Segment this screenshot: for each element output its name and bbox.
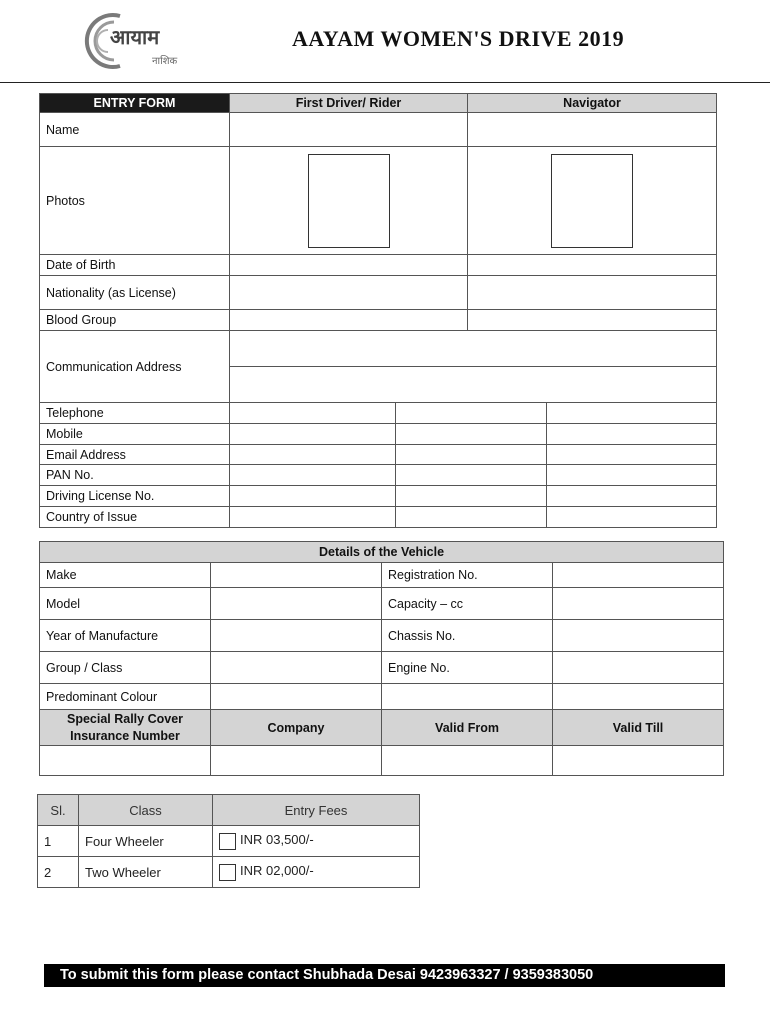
chassis-field[interactable]: [553, 620, 724, 652]
valid-from-header: Valid From: [382, 710, 553, 746]
svg-text:नाशिक: नाशिक: [152, 56, 178, 67]
entry-fees-header: Entry Fees: [213, 795, 420, 826]
colour-extra-field-1[interactable]: [382, 684, 553, 710]
engine-label: Engine No.: [382, 652, 553, 684]
email-field-3[interactable]: [547, 445, 716, 464]
four-wheeler-checkbox[interactable]: [219, 833, 236, 850]
mobile-split-cell: [396, 424, 717, 445]
license-field-3[interactable]: [547, 486, 716, 506]
nationality-label: Nationality (as License): [40, 276, 230, 310]
model-label: Model: [40, 588, 211, 620]
class-header: Class: [79, 795, 213, 826]
fee-row-class: Four Wheeler: [79, 826, 213, 857]
sl-header: Sl.: [38, 795, 79, 826]
telephone-field-3[interactable]: [547, 403, 716, 423]
mobile-field-1[interactable]: [230, 424, 396, 445]
valid-till-header: Valid Till: [553, 710, 724, 746]
insurance-number-field[interactable]: [40, 746, 211, 776]
navigator-photo-cell: [468, 147, 717, 255]
colour-field[interactable]: [211, 684, 382, 710]
company-field[interactable]: [211, 746, 382, 776]
license-field-2[interactable]: [396, 486, 547, 506]
navigator-nationality-field[interactable]: [468, 276, 717, 310]
mobile-field-3[interactable]: [547, 424, 716, 444]
driver-photo-box[interactable]: [308, 154, 390, 248]
first-driver-header: First Driver/ Rider: [230, 94, 468, 113]
license-field-1[interactable]: [230, 486, 396, 507]
driver-name-field[interactable]: [230, 113, 468, 147]
license-label: Driving License No.: [40, 486, 230, 507]
model-field[interactable]: [211, 588, 382, 620]
valid-from-field[interactable]: [382, 746, 553, 776]
group-label: Group / Class: [40, 652, 211, 684]
driver-dob-field[interactable]: [230, 255, 468, 276]
telephone-field-2[interactable]: [396, 403, 547, 423]
group-field[interactable]: [211, 652, 382, 684]
navigator-header: Navigator: [468, 94, 717, 113]
submission-contact-banner: To submit this form please contact Shubhada Desai 9423963327 / 9359383050: [44, 964, 725, 987]
year-label: Year of Manufacture: [40, 620, 211, 652]
vehicle-details-table: [39, 541, 724, 776]
make-label: Make: [40, 563, 211, 588]
address-label: Communication Address: [40, 331, 230, 403]
photos-label: Photos: [40, 147, 230, 255]
telephone-field-1[interactable]: [230, 403, 396, 424]
year-field[interactable]: [211, 620, 382, 652]
navigator-photo-box[interactable]: [551, 154, 633, 248]
pan-label: PAN No.: [40, 465, 230, 486]
capacity-label: Capacity – cc: [382, 588, 553, 620]
pan-split-cell: [396, 465, 717, 486]
pan-field-2[interactable]: [396, 465, 547, 485]
country-split-cell: [396, 507, 717, 528]
two-wheeler-checkbox[interactable]: [219, 864, 236, 881]
telephone-split-cell: [396, 403, 717, 424]
dob-label: Date of Birth: [40, 255, 230, 276]
fee-row-sl: 2: [38, 857, 79, 888]
pan-field-3[interactable]: [547, 465, 716, 485]
table-row: [38, 857, 420, 888]
svg-text:आयाम: आयाम: [110, 25, 160, 49]
company-header: Company: [211, 710, 382, 746]
country-label: Country of Issue: [40, 507, 230, 528]
country-field-2[interactable]: [396, 507, 547, 527]
capacity-field[interactable]: [553, 588, 724, 620]
valid-till-field[interactable]: [553, 746, 724, 776]
email-field-2[interactable]: [396, 445, 547, 464]
license-split-cell: [396, 486, 717, 507]
entry-form-header: ENTRY FORM: [40, 94, 230, 113]
engine-field[interactable]: [553, 652, 724, 684]
driver-blood-group-field[interactable]: [230, 310, 468, 331]
driver-photo-cell: [230, 147, 468, 255]
country-field-1[interactable]: [230, 507, 396, 528]
navigator-blood-group-field[interactable]: [468, 310, 717, 331]
email-label: Email Address: [40, 445, 230, 465]
driver-nationality-field[interactable]: [230, 276, 468, 310]
email-field-1[interactable]: [230, 445, 396, 465]
table-row: [38, 826, 420, 857]
fee-row-amount: INR 02,000/-: [240, 863, 314, 879]
telephone-label: Telephone: [40, 403, 230, 424]
entry-fees-table: [37, 794, 420, 888]
fee-row-sl: 1: [38, 826, 79, 857]
registration-label: Registration No.: [382, 563, 553, 588]
email-split-cell: [396, 445, 717, 465]
fee-row-fee-cell: [213, 826, 420, 857]
colour-label: Predominant Colour: [40, 684, 211, 710]
mobile-label: Mobile: [40, 424, 230, 445]
navigator-name-field[interactable]: [468, 113, 717, 147]
make-field[interactable]: [211, 563, 382, 588]
address-line-2-field[interactable]: [230, 367, 717, 403]
header-divider: [0, 82, 770, 83]
country-field-3[interactable]: [547, 507, 716, 527]
fee-row-fee-cell: [213, 857, 420, 888]
page-title: AAYAM WOMEN'S DRIVE 2019: [292, 26, 625, 51]
fee-row-amount: INR 03,500/-: [240, 832, 314, 848]
mobile-field-2[interactable]: [396, 424, 547, 444]
navigator-dob-field[interactable]: [468, 255, 717, 276]
entry-form-table: [39, 93, 717, 528]
pan-field-1[interactable]: [230, 465, 396, 486]
address-line-1-field[interactable]: [230, 331, 717, 367]
name-label: Name: [40, 113, 230, 147]
insurance-number-header: Special Rally Cover Insurance Number: [40, 710, 211, 746]
colour-extra-field-2[interactable]: [553, 684, 724, 710]
fee-row-class: Two Wheeler: [79, 857, 213, 888]
vehicle-details-header: Details of the Vehicle: [40, 542, 724, 563]
aayam-logo: [80, 10, 198, 72]
chassis-label: Chassis No.: [382, 620, 553, 652]
registration-field[interactable]: [553, 563, 724, 588]
blood-group-label: Blood Group: [40, 310, 230, 331]
